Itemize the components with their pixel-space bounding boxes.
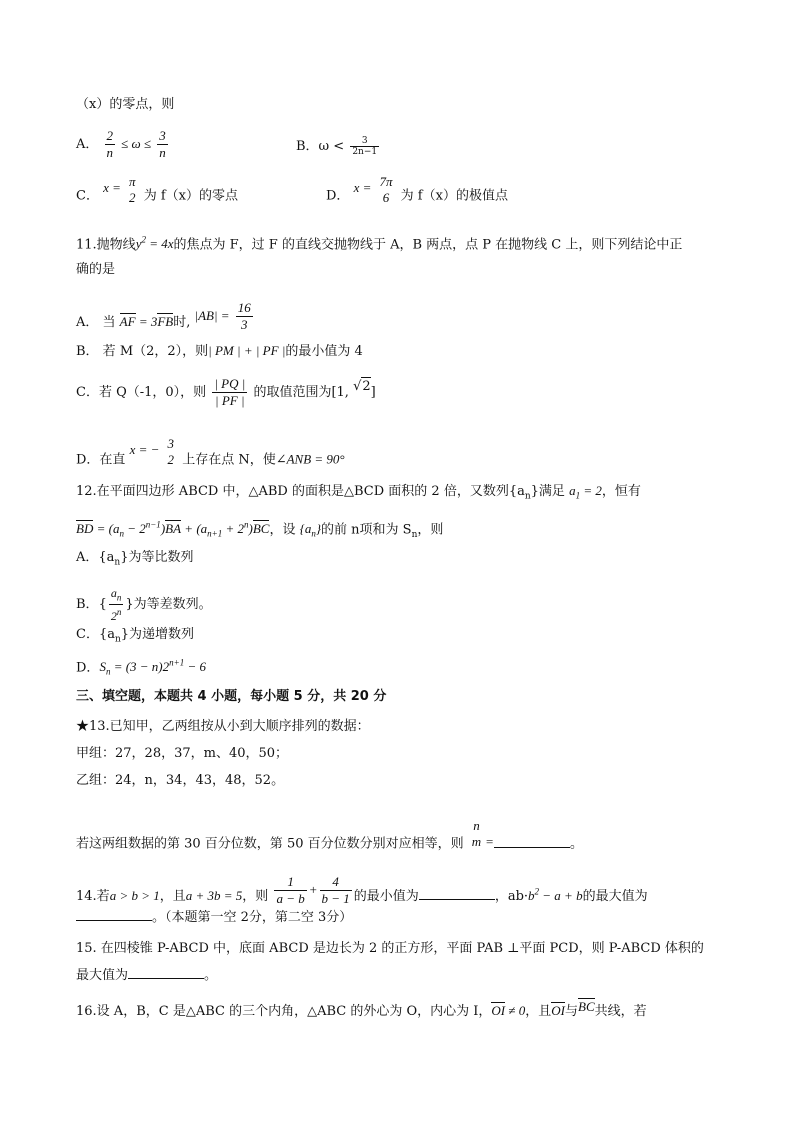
- q13-answer-blank[interactable]: [494, 835, 570, 848]
- q10-option-d: D． x = 7π 6 为 f（x）的极值点: [326, 174, 508, 205]
- q11-option-b: B． 若 M（2，2），则| PM | + | PF |的最小值为 4: [76, 343, 363, 359]
- q14-stem-2: 。（本题第一空 2分，第二空 3分）: [76, 908, 352, 927]
- q12-option-d: D．$S_n = (3 - n)2^{n+1} - 6$: [76, 658, 206, 677]
- q10-option-b: B．ω < $\frac{3}{2n-1}$: [296, 136, 378, 157]
- q12-option-b: B．{ $\frac{a_n}{2^n}$ }为等差数列。: [76, 586, 212, 624]
- q10-option-c: C． x = π 2 为 f（x）的零点: [76, 174, 238, 205]
- q12-option-c: C．$\{a_n\}$为递增数列: [76, 627, 195, 645]
- q11-option-d: D．在直 x = − 3 2 上存在点 N，使∠ANB = 90°: [76, 436, 345, 468]
- q15-stem: 15. 在四棱锥 P-ABCD 中，底面 ABCD 是边长为 2 的正方形，平面 PAB ⊥平面 PCD，则 P-ABCD 体积的: [76, 941, 704, 956]
- section-3-heading: 三、填空题，本题共 4 小题，每小题 5 分，共 20 分: [76, 689, 387, 704]
- q16-stem: 16.设 A，B，C 是△ABC 的三个内角，△ABC 的外心为 O，内心为 I，OI ≠ 0，且OI与BC共线，若: [76, 999, 647, 1019]
- q12-stem-2: BD = $(a_n - 2^{n-1})BA + (a_{n+1} + 2^n)BC$，设 $\{a_n\}$的前 n项和为 $S_n$，则: [76, 520, 444, 540]
- q15-stem-2: 最大值为 。: [76, 968, 218, 983]
- q14-answer-blank-1[interactable]: [419, 887, 495, 900]
- q13-group-b: 乙组：24，n，34，43，48，52。: [76, 773, 285, 788]
- q11-option-a: A． 当 AF = 3FB时, |AB| = $\frac{16}{3}$: [76, 300, 251, 332]
- q12-stem: 12.在平面四边形 ABCD 中，△ABD 的面积是△BCD 面积的 2 倍，又数列$\{a_n\}$满足 $a_1 = 2$，恒有: [76, 483, 641, 502]
- q10-stem-tail: （x）的零点，则: [76, 97, 175, 112]
- q10-option-a: A． $\frac{2}{n}$ ≤ ω ≤ $\frac{3}{n}$: [76, 128, 166, 160]
- q14-stem: 14.若a > b > 1，且a + 3b = 5，则 $\frac{1}{a - b}$ + $\frac{4}{b - 1}$ 的最小值为 ，$ab\cdot b^2 - a + b$的最大值为: [76, 874, 648, 906]
- q11-stem-2: 确的是: [76, 262, 116, 277]
- q11-stem: 11.抛物线$y^2 = 4x$的焦点为 F，过 F 的直线交抛物线于 A，B 两点，点 P 在抛物线 C 上，则下列结论中正: [76, 235, 683, 253]
- q13-question: 若这两组数据的第 30 百分位数，第 50 百分位数分别对应相等，则 n m = 。: [76, 818, 583, 852]
- q13-group-a: 甲组：27，28，37，m、40，50；: [76, 746, 289, 761]
- q14-answer-blank-2[interactable]: [76, 908, 152, 921]
- q15-answer-blank[interactable]: [128, 966, 204, 979]
- q11-option-c: C．若 Q（-1，0），则 $\frac{| PQ |}{| PF |}$ 的取值范围为[1, √2]: [76, 376, 376, 408]
- q13-stem: ★13.已知甲，乙两组按从小到大顺序排列的数据：: [76, 719, 370, 734]
- q12-option-a: A．$\{a_n\}$为等比数列: [76, 550, 194, 568]
